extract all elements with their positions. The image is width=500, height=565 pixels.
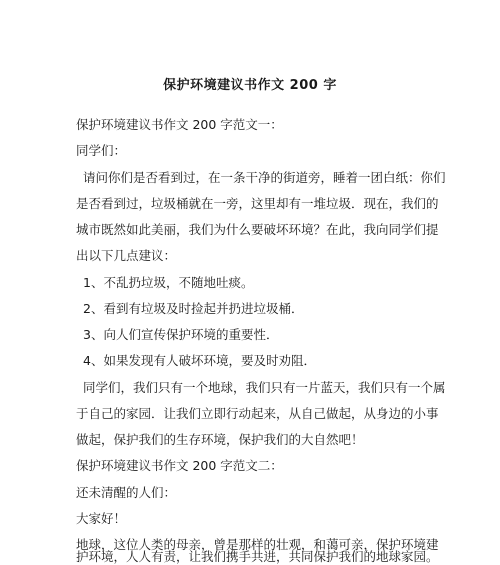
paragraph-heading-2: 保护环境建议书作文 200 字范文二： — [76, 458, 283, 473]
paragraph-line: 于自己的家园．让我们立即行动起来，从自己做起，从身边的小事 — [76, 406, 439, 421]
list-item: 1、不乱扔垃圾，不随地吐痰。 — [83, 275, 254, 290]
document-title: 保护环境建议书作文 200 字 — [163, 78, 337, 93]
paragraph-line: 地球，这位人类的母亲，曾是那样的壮观，和蔼可亲，保护环境建 — [76, 537, 439, 552]
paragraph-line: 护环境，人人有责，让我们携手共进，共同保护我们的地球家园。 — [76, 549, 439, 564]
paragraph-heading-1: 保护环境建议书作文 200 字范文一： — [76, 117, 283, 132]
paragraph-line: 请问你们是否看到过，在一条干净的街道旁，睡着一团白纸：你们 — [83, 170, 446, 185]
list-item: 4、如果发现有人破坏环境，要及时劝阻． — [83, 353, 316, 368]
greeting-line: 大家好！ — [76, 511, 127, 526]
paragraph-line: 做起，保护我们的生存环境，保护我们的大自然吧！ — [76, 432, 364, 447]
paragraph-line: 城市既然如此美丽，我们为什么要破坏环境？在此，我向同学们提 — [76, 222, 439, 237]
paragraph-line: 出以下几点建议： — [76, 248, 177, 263]
paragraph-line: 是否看到过，垃圾桶就在一旁，这里却有一堆垃圾．现在，我们的 — [76, 196, 439, 211]
paragraph-line: 同学们，我们只有一个地球，我们只有一片蓝天，我们只有一个属 — [83, 380, 446, 395]
cut-off-line — [0, 549, 500, 565]
salutation-line: 还未清醒的人们： — [76, 485, 177, 500]
list-item: 2、看到有垃圾及时捡起并扔进垃圾桶． — [83, 301, 304, 316]
salutation-line: 同学们： — [76, 143, 127, 158]
list-item: 3、向人们宣传保护环境的重要性． — [83, 327, 279, 342]
